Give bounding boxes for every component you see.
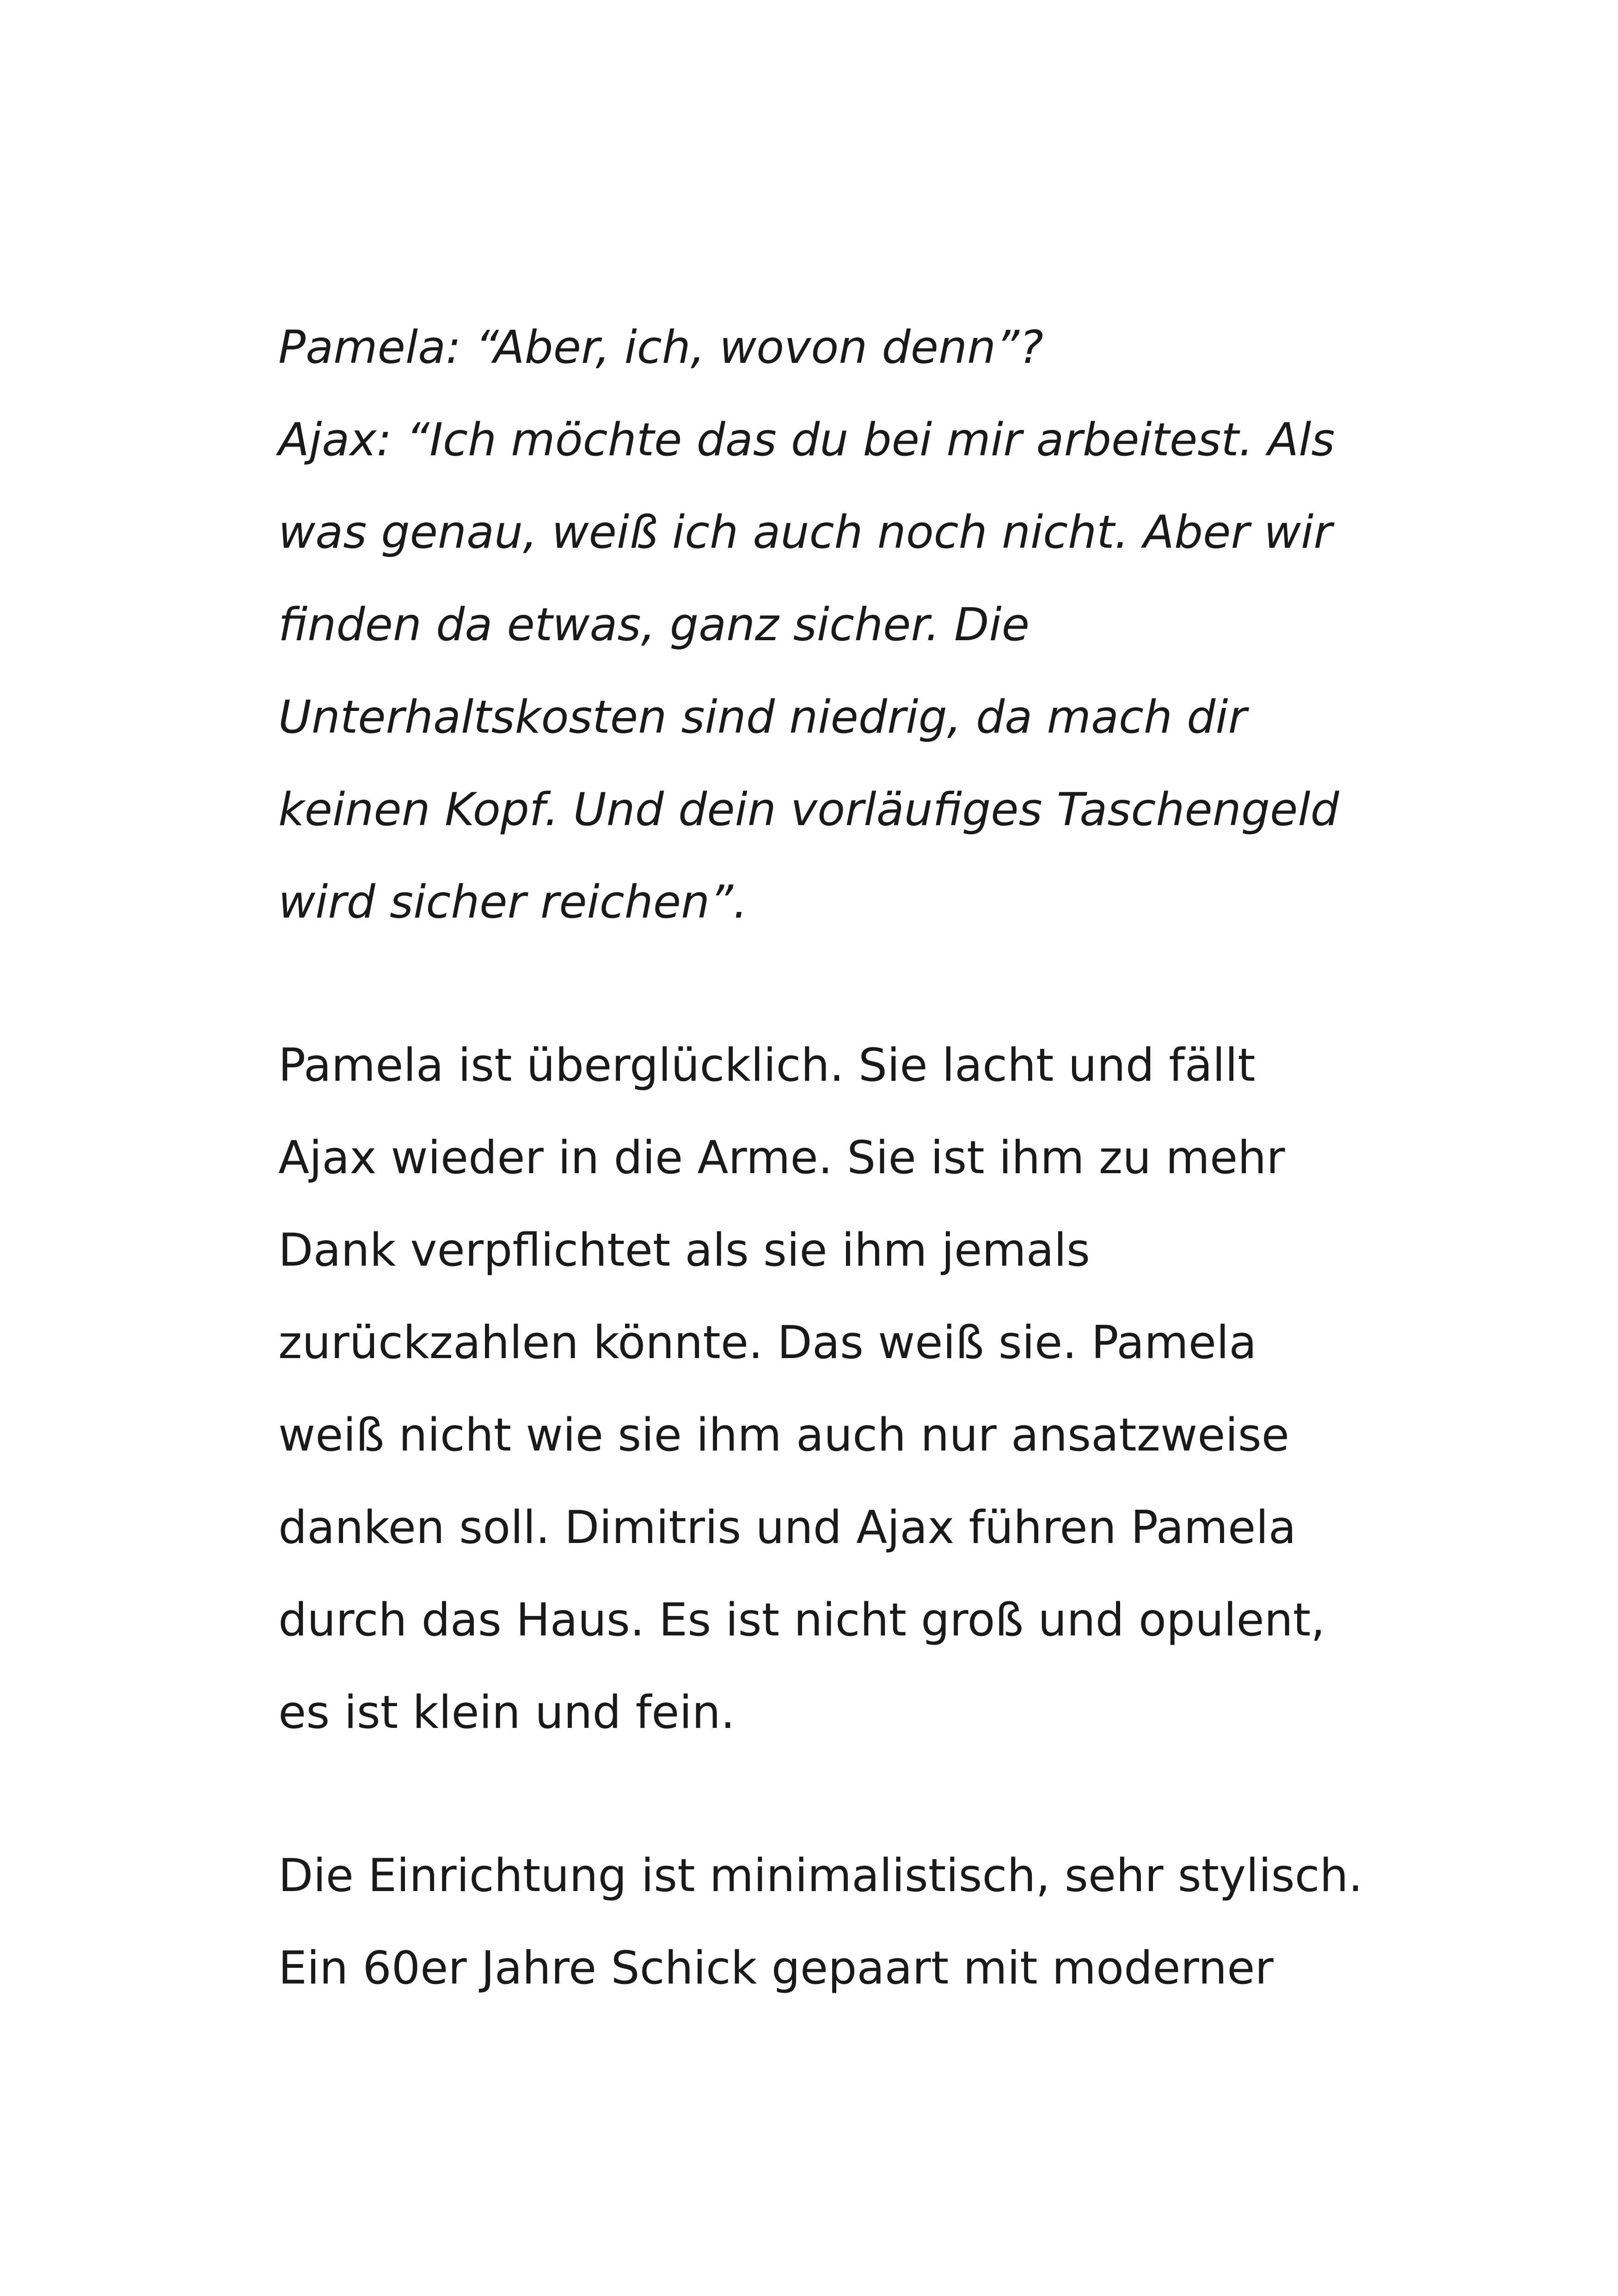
paragraph-dialogue xyxy=(278,301,1388,949)
text-line: keinen Kopf. Und dein vorläufiges Taschengeld xyxy=(278,784,1339,836)
text-line: weiß nicht wie sie ihm auch nur ansatzweise xyxy=(278,1409,1290,1462)
text-line: Die Einrichtung ist minimalistisch, sehr stylisch. xyxy=(278,1849,1363,1902)
text-line: Pamela ist überglücklich. Sie lacht und fällt xyxy=(278,1039,1256,1092)
text-line: Ajax: “Ich möchte das du bei mir arbeitest. Als xyxy=(278,414,1335,466)
text-line: Ajax wieder in die Arme. Sie ist ihm zu mehr xyxy=(278,1132,1285,1184)
text-line: es ist klein und fein. xyxy=(278,1686,735,1739)
paragraph-description xyxy=(278,1830,1388,2014)
text-line: wird sicher reichen”. xyxy=(278,876,748,929)
text-line: was genau, weiß ich auch noch nicht. Aber wir xyxy=(278,506,1332,559)
text-line: Unterhaltskosten sind niedrig, da mach dir xyxy=(278,691,1247,744)
text-line: Ein 60er Jahre Schick gepaart mit moderner xyxy=(278,1942,1274,1995)
text-line: Pamela: “Aber, ich, wovon denn”? xyxy=(278,321,1043,374)
text-line: Dank verpflichtet als sie ihm jemals xyxy=(278,1224,1091,1277)
text-line: danken soll. Dimitris und Ajax führen Pamela xyxy=(278,1501,1296,1554)
text-line: zurückzahlen könnte. Das weiß sie. Pamela xyxy=(278,1316,1257,1369)
paragraph-narration xyxy=(278,1019,1388,1759)
text-line: finden da etwas, ganz sicher. Die xyxy=(278,599,1030,651)
text-line: durch das Haus. Es ist nicht groß und opulent, xyxy=(278,1594,1325,1647)
